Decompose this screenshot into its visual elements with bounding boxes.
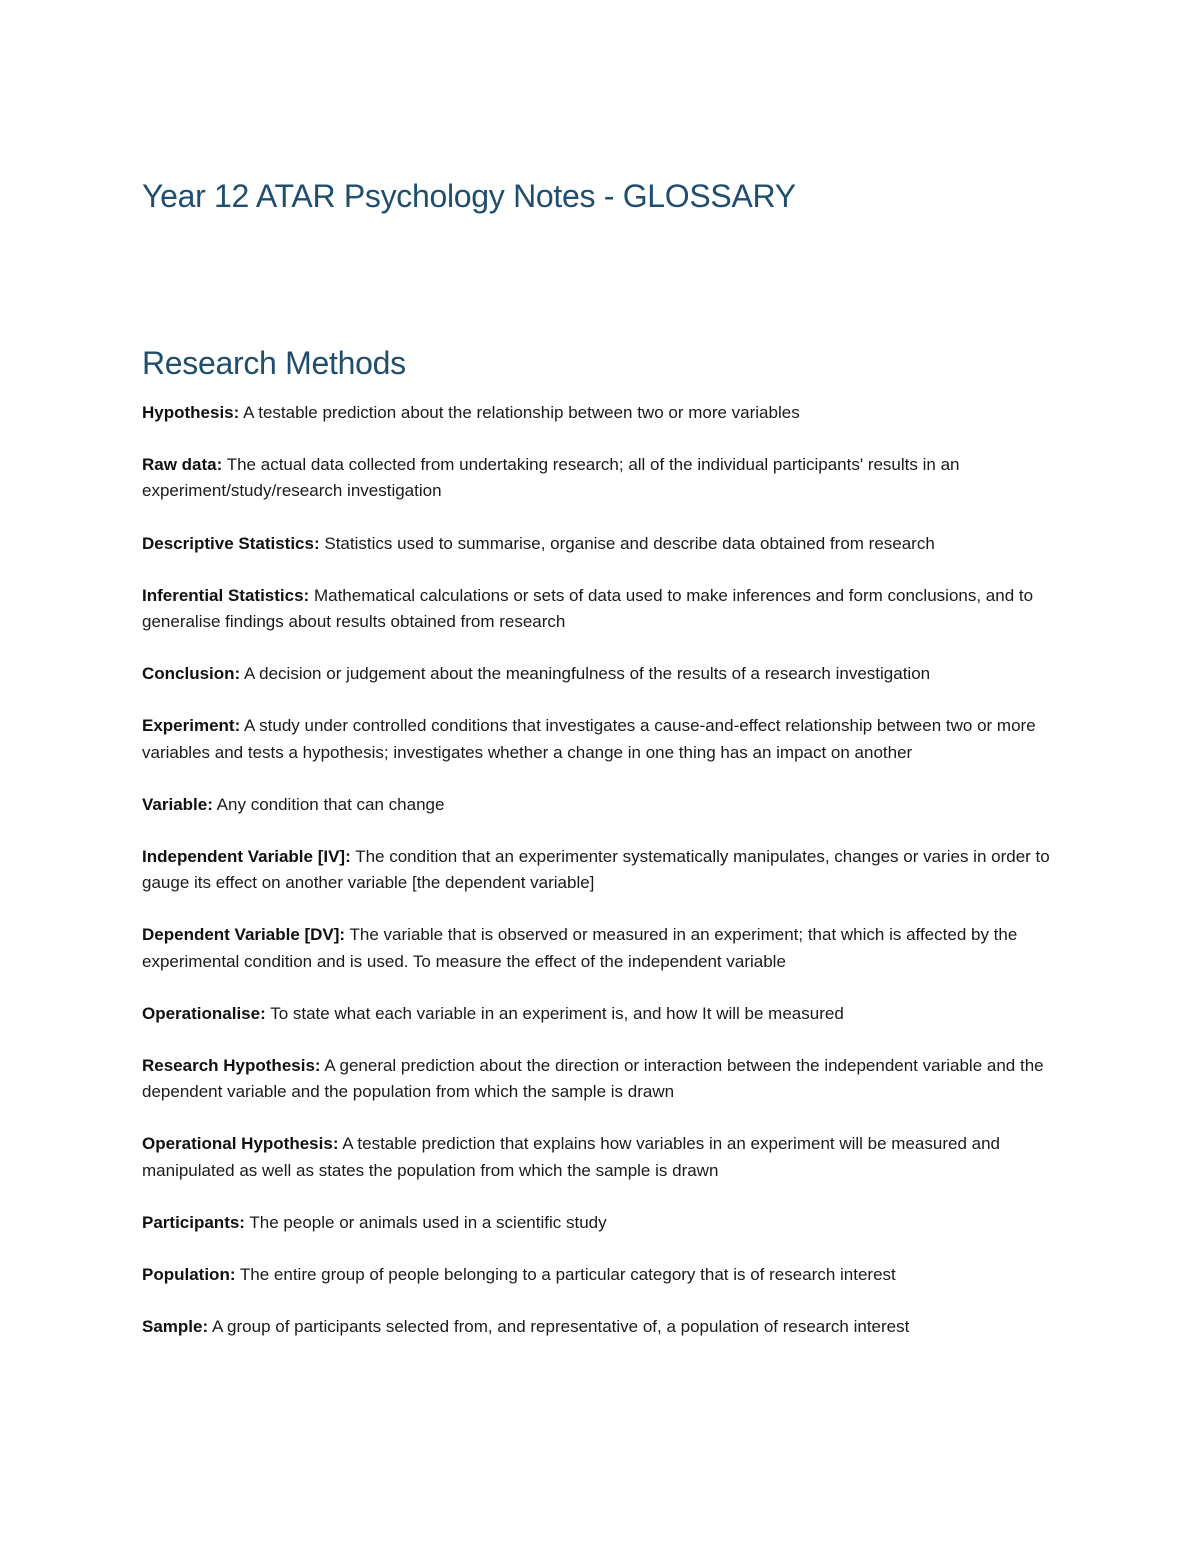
glossary-term: Inferential Statistics: <box>142 585 310 605</box>
glossary-definition: To state what each variable in an experiment is, and how It will be measured <box>270 1003 844 1023</box>
glossary-entry-participants <box>142 1210 1067 1236</box>
glossary-term: Population: <box>142 1265 236 1285</box>
glossary-definition: A study under controlled conditions that investigates a cause-and-effect relationship between two or more variables and tests a hypothesis; investigates whether a change in one thing has an impact on another <box>142 716 1036 762</box>
glossary-term: Raw data: <box>142 455 223 475</box>
section-heading: Research Methods <box>142 345 406 381</box>
glossary-definition: The variable that is observed or measured in an experiment; that which is affected by the experimental condition and is used. To measure the effect of the independent variable <box>142 925 1018 971</box>
glossary-definition: A testable prediction about the relationship between two or more variables <box>243 403 800 422</box>
glossary-entry-population <box>142 1262 1067 1288</box>
glossary-term: Operational Hypothesis: <box>142 1134 339 1154</box>
glossary-entry-conclusion <box>142 661 1067 687</box>
glossary-entry-raw-data <box>142 452 1067 504</box>
glossary-definition: The actual data collected from undertaking research; all of the individual participants' results in an experiment/study/research investigation <box>142 455 960 501</box>
glossary-term: Independent Variable [IV]: <box>142 847 351 867</box>
glossary-definition: The people or animals used in a scientific study <box>249 1212 607 1232</box>
glossary-entry-independent-variable <box>142 844 1067 896</box>
glossary-term: Dependent Variable [DV]: <box>142 925 346 945</box>
glossary-term: Research Hypothesis: <box>142 1056 321 1076</box>
glossary-entry-experiment <box>142 713 1067 765</box>
glossary-entry-variable <box>142 792 1067 818</box>
glossary-entry-dependent-variable <box>142 922 1067 974</box>
glossary-term: Participants: <box>142 1212 245 1232</box>
glossary-definition: The entire group of people belonging to a particular category that is of research interest <box>239 1265 896 1285</box>
glossary-term: Conclusion: <box>142 664 241 684</box>
document-title: Year 12 ATAR Psychology Notes - GLOSSARY <box>142 178 796 214</box>
glossary-definition: The condition that an experimenter systematically manipulates, changes or varies in order to gauge its effect on another variable [the dependent variable] <box>142 847 1050 893</box>
glossary-term: Descriptive Statistics: <box>142 533 320 553</box>
glossary-term: Experiment: <box>142 716 241 736</box>
glossary-entry-sample <box>142 1314 1067 1340</box>
glossary-entry-inferential-statistics <box>142 583 1067 635</box>
glossary-term: Variable: <box>142 794 213 814</box>
glossary-list <box>142 400 1067 1366</box>
glossary-definition: A testable prediction that explains how variables in an experiment will be measured and manipulated as well as states the population from which the sample is drawn <box>142 1134 1000 1180</box>
glossary-entry-hypothesis <box>142 400 1067 426</box>
glossary-definition: A group of participants selected from, and representative of, a population of research interest <box>211 1317 910 1337</box>
glossary-entry-research-hypothesis <box>142 1053 1067 1105</box>
glossary-definition: Any condition that can change <box>216 794 445 814</box>
glossary-definition: Statistics used to summarise, organise and describe data obtained from research <box>324 533 935 553</box>
glossary-definition: Mathematical calculations or sets of data used to make inferences and form conclusions, and to generalise findings about results obtained from research <box>142 585 1034 632</box>
glossary-term: Hypothesis: <box>142 403 240 422</box>
glossary-entry-operational-hypothesis <box>142 1131 1067 1183</box>
glossary-term: Sample: <box>142 1317 209 1337</box>
glossary-definition: A decision or judgement about the meaningfulness of the results of a research investigation <box>244 664 931 684</box>
glossary-definition: A general prediction about the direction or interaction between the independent variable and the dependent variable and the population from which the sample is drawn <box>142 1056 1044 1102</box>
glossary-entry-descriptive-statistics <box>142 531 1067 557</box>
glossary-entry-operationalise <box>142 1001 1067 1027</box>
glossary-term: Operationalise: <box>142 1003 266 1023</box>
